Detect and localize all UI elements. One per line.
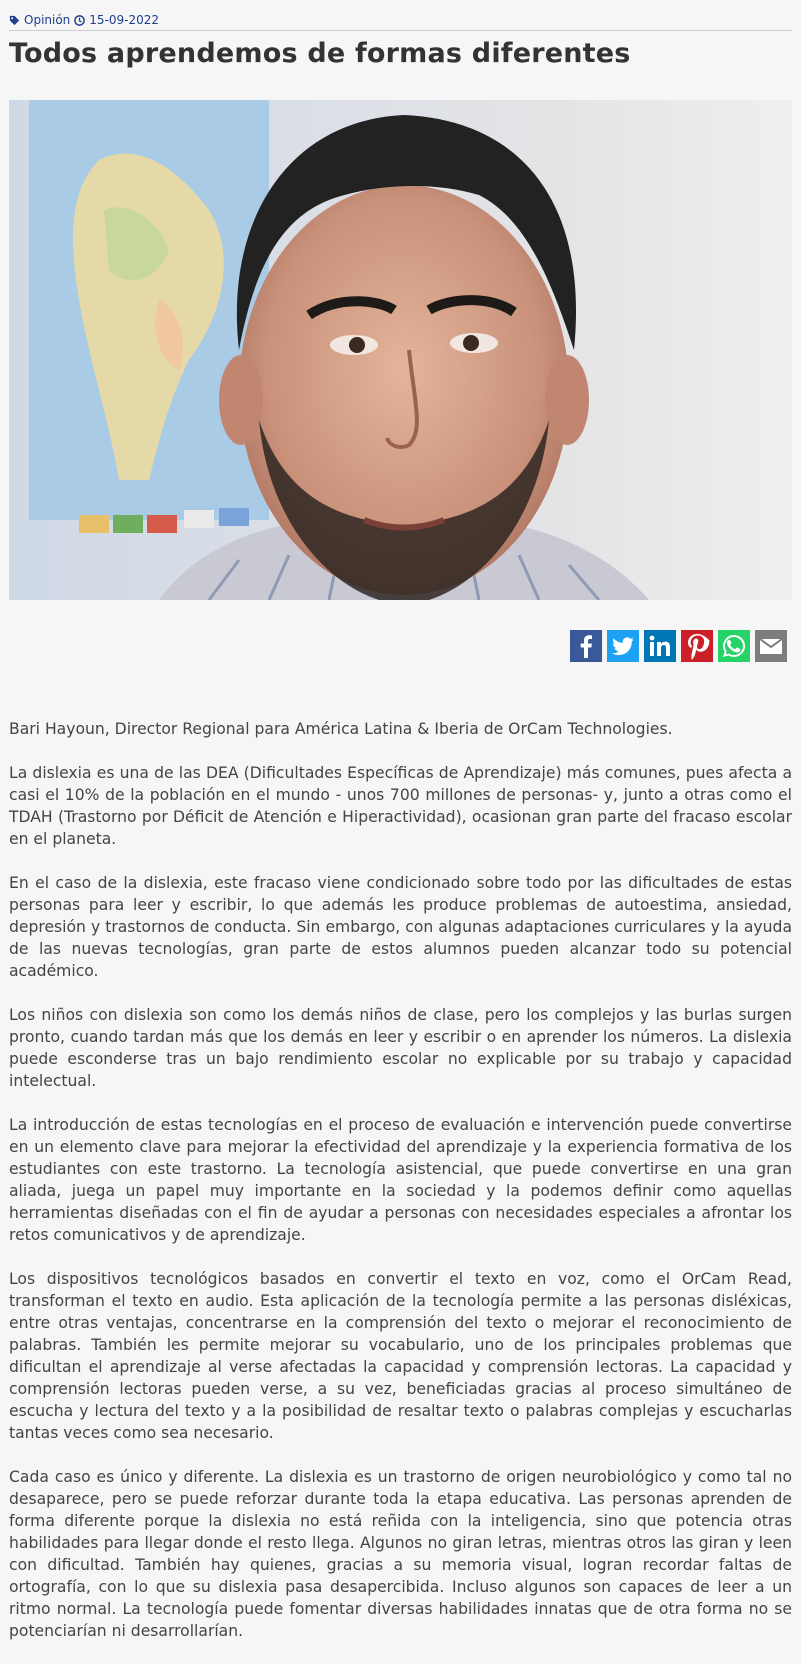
category-link[interactable]: Opinión [24, 13, 71, 27]
facebook-icon [570, 630, 602, 662]
article-paragraph: La dislexia es una de las DEA (Dificultades Específicas de Aprendizaje) más comunes, pues afecta a casi el 10% de la población en el mundo - unos 700 millones de personas- y, junto a otras como el TDAH (Trastorno por Déficit de Atención e Hiperactividad), ocasionan gran parte del fracaso escolar en el planeta. [9, 764, 792, 848]
twitter-icon [607, 630, 639, 662]
pinterest-share-button[interactable] [681, 630, 713, 662]
linkedin-share-button[interactable] [644, 630, 676, 662]
article-paragraph: Bari Hayoun, Director Regional para América Latina & Iberia de OrCam Technologies. [9, 720, 673, 738]
twitter-share-button[interactable] [607, 630, 639, 662]
email-share-button[interactable] [755, 630, 787, 662]
pinterest-icon [681, 630, 713, 662]
article-photo [9, 100, 792, 600]
article-paragraph: La introducción de estas tecnologías en el proceso de evaluación e intervención puede convertirse en un elemento clave para mejorar la efectividad del aprendizaje y la experiencia formativa de los estudiantes con este trastorno. La tecnología asistencial, que puede convertirse en una gran aliada, juega un papel muy importante en la sociedad y la podemos definir como aquellas herramientas diseñadas con el fin de ayudar a personas con necesidades especiales a afrontar los retos comunicativos y de aprendizaje. [9, 1116, 792, 1244]
page-title: Todos aprendemos de formas diferentes [9, 38, 631, 69]
envelope-icon [755, 630, 787, 662]
article-paragraph: Los niños con dislexia son como los demás niños de clase, pero los complejos y las burlas surgen pronto, cuando tardan más que los demás en leer y escribir o en aprender los números. La dislexia puede esconderse tras un bajo rendimiento escolar no explicable por su trabajo y capacidad intelectual. [9, 1006, 792, 1090]
linkedin-icon [644, 630, 676, 662]
article-body [9, 718, 792, 1664]
share-bar [570, 630, 787, 662]
article-meta [9, 10, 792, 31]
article-paragraph: En el caso de la dislexia, este fracaso viene condicionado sobre todo por las dificultades de estas personas para leer y escribir, lo que además les produce problemas de autoestima, ansiedad, depresión y trastornos de conducta. Sin embargo, con algunas adaptaciones curriculares y la ayuda de las nuevas tecnologías, gran parte de estos alumnos pueden alcanzar todo su potencial académico. [9, 874, 792, 980]
facebook-share-button[interactable] [570, 630, 602, 662]
article-paragraph: Cada caso es único y diferente. La dislexia es un trastorno de origen neurobiológico y como tal no desaparece, pero se puede reforzar durante toda la etapa educativa. Las personas aprenden de forma diferente porque la dislexia no está reñida con la inteligencia, sino que potencia otras habilidades para llegar donde el resto llega. Algunos no giran letras, mientras otros las giran y leen con dificultad. También hay quienes, gracias a su memoria visual, logran recordar faltas de ortografía, con lo que su dislexia pasa desapercibida. Incluso algunos son capaces de leer a un ritmo normal. La tecnología puede fomentar diversas habilidades innatas que de otra forma no se potenciarían ni desarrollarían. [9, 1468, 792, 1640]
whatsapp-icon [718, 630, 750, 662]
whatsapp-share-button[interactable] [718, 630, 750, 662]
publish-date: 15-09-2022 [89, 13, 160, 27]
tag-icon [9, 15, 20, 26]
article-paragraph: Los dispositivos tecnológicos basados en convertir el texto en voz, como el OrCam Read, transforman el texto en audio. Esta aplicación de la tecnología permite a las personas disléxicas, entre otras ventajas, concentrarse en la comprensión del texto o mejorar el reconocimiento de palabras. También les permite mejorar su vocabulario, uno de los principales problemas que dificultan el aprendizaje al verse afectadas la capacidad y comprensión lectoras. La capacidad y comprensión lectoras pueden verse, a su vez, beneficiadas gracias al proceso simultáneo de escucha y lectura del texto y a la posibilidad de resaltar texto o palabras complejas y escucharlas tantas veces como sea necesario. [9, 1270, 792, 1442]
clock-icon [74, 15, 85, 26]
